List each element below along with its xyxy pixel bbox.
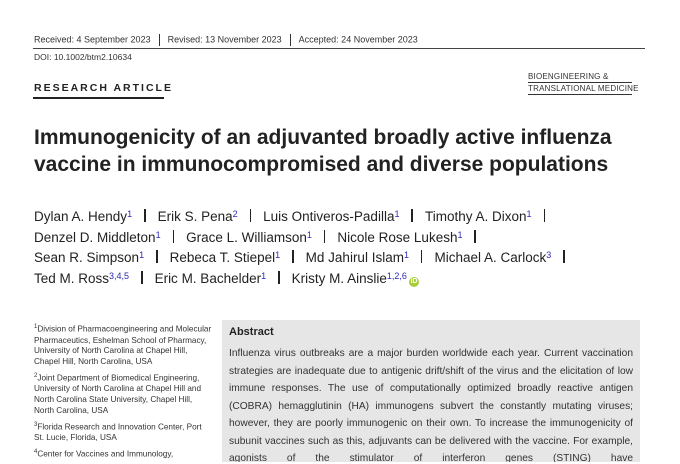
journal-logo [528, 72, 639, 96]
author-name[interactable]: Kristy M. Ainslie [291, 270, 387, 286]
author-affiliation-ref[interactable]: 1 [127, 209, 133, 219]
author-name[interactable]: Timothy A. Dixon [424, 209, 527, 224]
affiliation-item [34, 420, 212, 444]
article-title [34, 124, 644, 178]
divider [159, 34, 160, 46]
affiliation-text: Division of Pharmacoengineering and Molecular Pharmaceutics, Eshelman School of Pharmacy, University of North Carolina at Chapel Hill, Chapel Hill, North Carolina, USA [34, 324, 212, 367]
header-rule [33, 48, 645, 49]
author-separator [421, 250, 423, 263]
abstract-text: Influenza virus outbreaks are a major burden worldwide each year. Current vaccination strategies are inadequate due to antigenic drift/shift of the virus and the elicitation of low immune responses. The use of computationally optimized broadly reactive antigen (COBRA) hemagglutinin (HA) immunogens subvert the constantly mutating viruses; however, they are poorly immunogenic on their own. To increase the immunogenicity of subunit vaccines such as this, adjuvants can be delivered with the vaccine. For example, agonists of the stimulator of interferon genes (STING) have [229, 348, 633, 462]
author-name[interactable]: Md Jahirul Islam [305, 250, 404, 265]
affiliation-text: Joint Department of Biomedical Engineering, University of North Carolina at Chapel Hill and North Carolina State University, Chapel Hill, North Carolina, USA [34, 373, 202, 416]
affiliation-item [34, 322, 212, 368]
author-affiliation-ref[interactable]: 1 [306, 229, 312, 240]
author-name[interactable]: Eric M. Bachelder [154, 270, 262, 286]
journal-rule [528, 82, 632, 83]
affiliation-number: 4 [34, 449, 38, 456]
journal-rule [528, 94, 632, 95]
abstract-box [222, 320, 640, 462]
affiliation-text: Center for Vaccines and Immunology, [37, 449, 174, 459]
author-separator [141, 271, 143, 284]
author-affiliation-ref[interactable]: 3 [546, 250, 552, 260]
section-label: RESEARCH ARTICLE [34, 82, 173, 94]
journal-name-line2: TRANSLATIONAL MEDICINE [528, 84, 639, 93]
author-name[interactable]: Denzel D. Middleton [34, 229, 156, 245]
section-underline [33, 97, 164, 99]
author-separator [144, 209, 146, 222]
author-row [34, 269, 654, 290]
author-separator [292, 250, 294, 263]
author-affiliation-ref[interactable]: 2 [232, 209, 238, 219]
author-name[interactable]: Grace L. Williamson [186, 229, 307, 245]
author-separator [411, 209, 413, 222]
author-separator [563, 250, 565, 263]
orcid-icon[interactable]: iD [410, 277, 418, 285]
author-row [34, 207, 654, 228]
author-separator [474, 230, 476, 243]
author-name[interactable]: Erik S. Pena [157, 209, 233, 224]
title-line: vaccine in immunocompromised and diverse populations [34, 153, 609, 176]
affiliation-number: 3 [34, 421, 38, 428]
affiliation-number: 2 [34, 372, 38, 379]
journal-name-line1: BIOENGINEERING & [528, 72, 609, 81]
author-separator [156, 250, 158, 263]
author-affiliation-ref[interactable]: 1,2,6 [386, 270, 407, 281]
author-affiliation-ref[interactable]: 1 [155, 229, 161, 240]
received-date: Received: 4 September 2023 [34, 34, 151, 45]
publication-dates [34, 34, 418, 46]
affiliations [34, 322, 212, 464]
affiliation-number: 1 [34, 324, 38, 330]
author-name[interactable]: Sean R. Simpson [34, 250, 140, 265]
author-separator [544, 209, 546, 222]
doi[interactable]: DOI: 10.1002/btm2.10634 [34, 52, 132, 62]
author-row [34, 228, 654, 249]
revised-date: Revised: 13 November 2023 [167, 34, 282, 45]
author-affiliation-ref[interactable]: 1 [403, 250, 409, 260]
author-affiliation-ref[interactable]: 1 [261, 270, 267, 281]
accepted-date: Accepted: 24 November 2023 [298, 34, 418, 45]
abstract-heading: Abstract [229, 326, 274, 338]
author-name[interactable]: Rebeca T. Stiepel [169, 250, 276, 265]
author-affiliation-ref[interactable]: 1 [394, 209, 400, 219]
author-name[interactable]: Dylan A. Hendy [34, 209, 128, 224]
author-name[interactable]: Nicole Rose Lukesh [337, 229, 458, 245]
author-affiliation-ref[interactable]: 1 [457, 229, 463, 240]
affiliation-item [34, 447, 212, 461]
author-list [34, 207, 654, 289]
author-name[interactable]: Ted M. Ross [34, 270, 110, 286]
title-line: Immunogenicity of an adjuvanted broadly active influenza [34, 126, 612, 149]
divider [290, 34, 291, 46]
author-name[interactable]: Michael A. Carlock [434, 250, 547, 265]
author-affiliation-ref[interactable]: 1 [275, 250, 281, 260]
author-affiliation-ref[interactable]: 3,4,5 [109, 270, 130, 281]
author-separator [173, 230, 175, 243]
author-row [34, 248, 654, 269]
author-separator [250, 209, 252, 222]
author-name[interactable]: Luis Ontiveros-Padilla [263, 209, 395, 224]
author-separator [278, 271, 280, 284]
author-separator [324, 230, 326, 243]
affiliation-text: Florida Research and Innovation Center, Port St. Lucie, Florida, USA [34, 422, 202, 443]
author-affiliation-ref[interactable]: 1 [139, 250, 145, 260]
affiliation-item [34, 371, 212, 417]
author-affiliation-ref[interactable]: 1 [526, 209, 532, 219]
